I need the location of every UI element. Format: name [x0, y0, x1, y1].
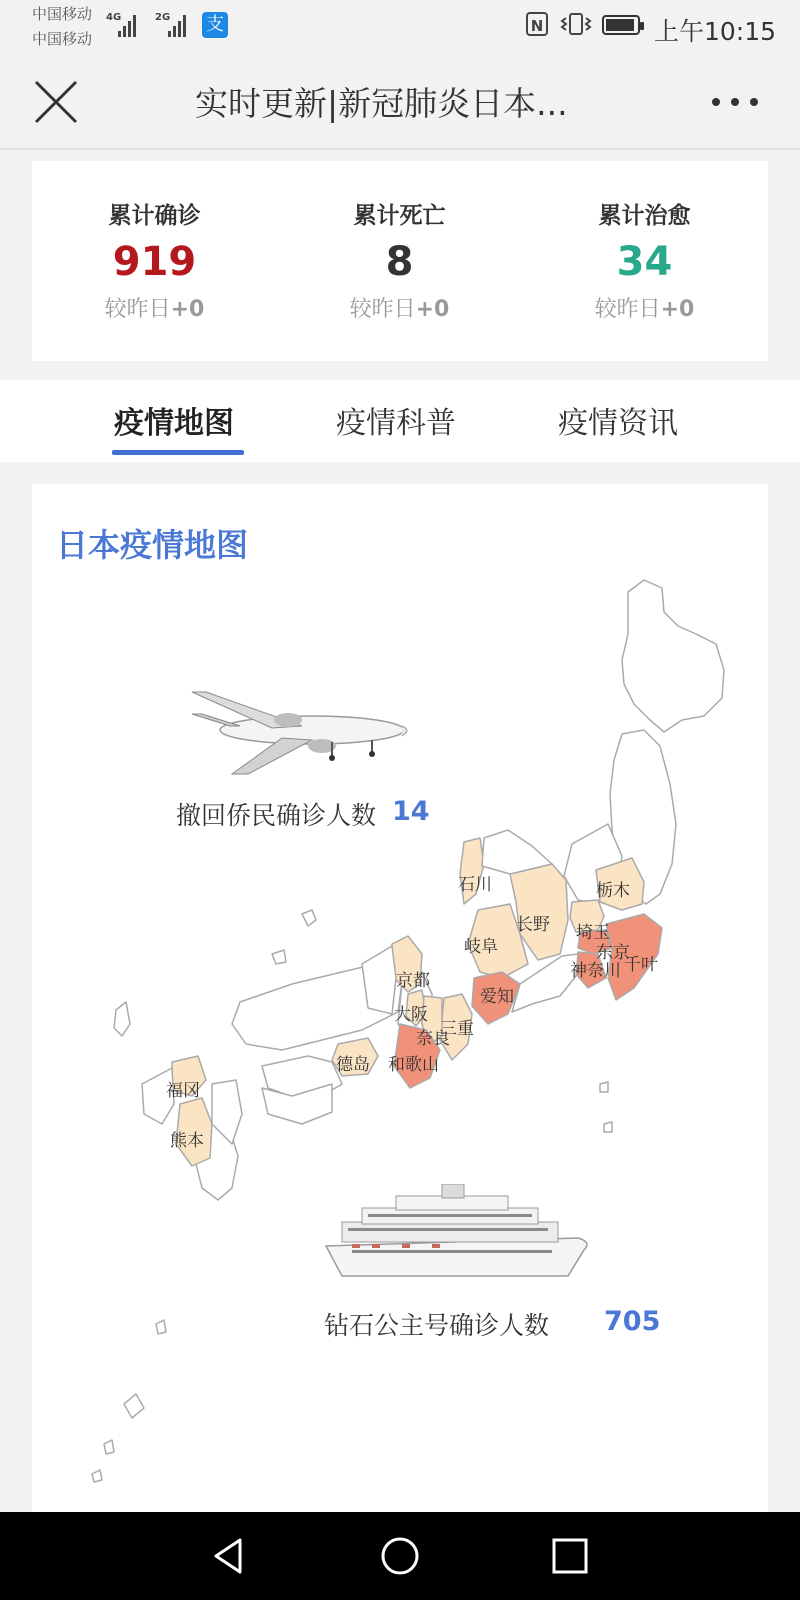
stat-confirmed-label: 累计确诊 [108, 203, 201, 229]
stat-deaths-value: 8 [385, 239, 414, 285]
more-options-button[interactable] [712, 98, 758, 106]
oki-island [272, 950, 286, 964]
carrier-label-2: 中国移动 [32, 30, 93, 48]
close-button[interactable] [28, 74, 84, 130]
recents-button[interactable] [546, 1532, 594, 1580]
evacuees-label: 撤回侨民确诊人数 [176, 801, 377, 830]
cruise-ship-icon [322, 1184, 592, 1284]
title-bar [0, 52, 800, 150]
label-wakayama: 和歌山 [388, 1055, 439, 1075]
alipay-icon: 支 [202, 12, 228, 38]
hokkaido-region [622, 580, 724, 732]
label-kanagawa: 神奈川 [570, 961, 621, 981]
izu-island-1 [600, 1082, 608, 1092]
tsushima-island [114, 1002, 130, 1036]
label-kyoto: 京都 [396, 971, 430, 991]
airplane-icon [172, 682, 412, 782]
label-fukuoka: 福冈 [166, 1081, 200, 1101]
izu-island-2 [604, 1122, 612, 1132]
more-dots-icon [712, 98, 720, 106]
label-tochigi: 栃木 [596, 881, 630, 901]
system-nav-bar [0, 1512, 800, 1600]
stat-recovered [522, 161, 767, 323]
home-circle-icon [383, 1539, 417, 1573]
status-bar [0, 0, 800, 52]
label-aichi: 爱知 [480, 987, 514, 1007]
stats-card [32, 161, 768, 361]
back-triangle-icon [216, 1540, 240, 1572]
label-tokyo: 东京 [596, 943, 630, 963]
stat-deaths-delta: 较昨日+0 [349, 297, 450, 322]
back-button[interactable] [204, 1532, 252, 1580]
carrier-label-1: 中国移动 [32, 5, 93, 23]
tab-epidemic-map[interactable]: 疫情地图 [114, 406, 234, 441]
label-chiba: 千叶 [624, 955, 658, 975]
southern-island-4 [92, 1470, 102, 1482]
nfc-icon: N [526, 12, 548, 36]
japan-map [32, 484, 768, 1512]
label-ishikawa: 石川 [458, 875, 492, 895]
label-osaka: 大阪 [394, 1005, 428, 1025]
sado-island [302, 910, 316, 926]
southern-island-2 [124, 1394, 144, 1418]
label-saitama: 埼玉 [576, 923, 610, 943]
map-heading: 日本疫情地图 [56, 526, 249, 564]
stat-deaths [277, 161, 522, 323]
stat-recovered-value: 34 [616, 239, 673, 285]
active-tab-indicator [112, 450, 244, 455]
signal-icon-2 [168, 13, 186, 37]
stat-recovered-delta: 较昨日+0 [594, 297, 695, 322]
battery-icon [602, 15, 640, 35]
tab-bar [0, 380, 800, 462]
cruise-label: 钻石公主号确诊人数 [324, 1311, 550, 1340]
recents-square-icon [554, 1540, 586, 1572]
tab-epidemic-science[interactable]: 疫情科普 [336, 406, 456, 441]
label-tokushima: 德岛 [336, 1055, 370, 1075]
vibrate-icon [560, 12, 592, 36]
stat-deaths-label: 累计死亡 [353, 203, 446, 229]
southern-island-3 [104, 1440, 114, 1454]
stat-recovered-label: 累计治愈 [598, 203, 691, 229]
stat-confirmed [32, 161, 277, 323]
network-type-1: 4G [106, 12, 122, 23]
tab-epidemic-news[interactable]: 疫情资讯 [558, 406, 678, 441]
label-mie: 三重 [440, 1019, 474, 1039]
map-card [32, 484, 768, 1512]
network-type-2: 2G [155, 12, 171, 23]
clock: 上午10:15 [654, 17, 777, 46]
signal-icon-1 [118, 13, 136, 37]
home-button[interactable] [376, 1532, 424, 1580]
label-nara: 奈良 [416, 1029, 450, 1049]
page-title: 实时更新|新冠肺炎日本... [195, 84, 568, 123]
evacuees-value: 14 [392, 796, 430, 827]
stat-confirmed-delta: 较昨日+0 [104, 297, 205, 322]
close-icon [36, 82, 76, 122]
cruise-value: 705 [604, 1306, 661, 1337]
stat-confirmed-value: 919 [112, 239, 197, 285]
southern-island-1 [156, 1320, 166, 1334]
hyogo-region [362, 946, 396, 1014]
label-kumamoto: 熊本 [170, 1131, 204, 1151]
label-gifu: 岐阜 [464, 937, 498, 957]
label-nagano: 长野 [516, 915, 550, 935]
